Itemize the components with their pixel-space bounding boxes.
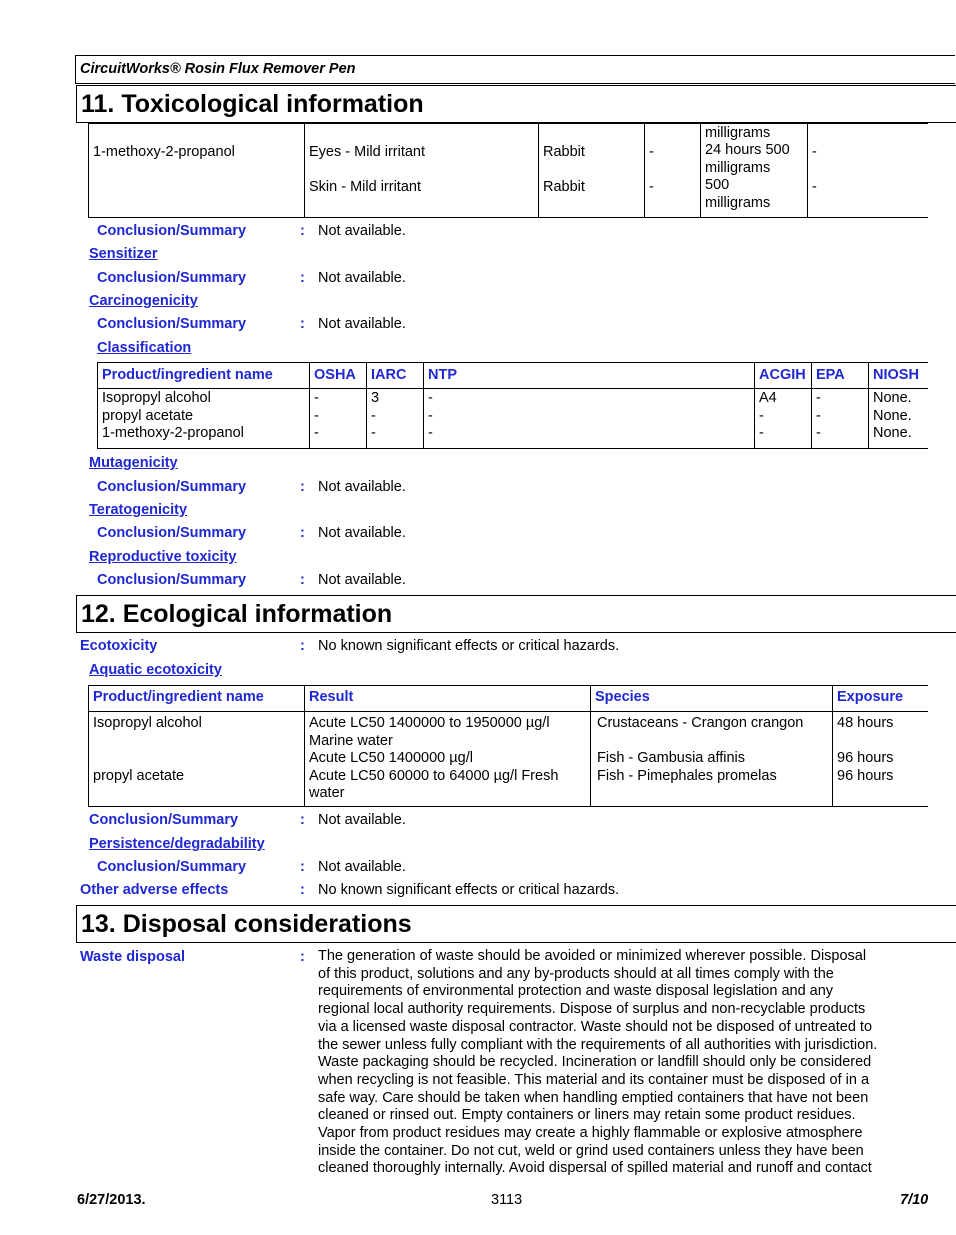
footer-page: 7/10 [900,1192,929,1208]
colon: : [300,949,305,965]
colon: : [300,316,305,332]
mutagenicity-heading: Mutagenicity [89,455,178,471]
ecotoxicity-value: No known significant effects or critical hazards. [318,638,620,654]
class-ntp: - - - [424,389,755,449]
reproductive-toxicity-heading: Reproductive toxicity [89,549,237,565]
persistence-heading: Persistence/degradability [89,836,265,852]
irritation-ingredient: 1-methoxy-2-propanol [89,124,305,218]
aquatic-table [88,685,928,807]
colon: : [300,572,305,588]
ecotoxicity-label: Ecotoxicity [80,638,158,654]
conclusion-value: Not available. [318,812,406,828]
footer-code: 3113 [491,1192,523,1208]
col-header: Species [591,686,833,712]
teratogenicity-heading: Teratogenicity [89,502,188,518]
col-header: EPA [812,363,869,389]
col-header: Product/ingredient name [98,363,310,389]
conclusion-label: Conclusion/Summary [97,572,247,588]
conclusion-value: Not available. [318,479,406,495]
conclusion-label: Conclusion/Summary [97,223,247,239]
carcinogenicity-heading: Carcinogenicity [89,293,198,309]
classification-table [97,362,928,449]
section-13-title: 13. Disposal considerations [76,905,956,943]
col-header: Product/ingredient name [89,686,305,712]
other-adverse-effects-label: Other adverse effects [80,882,229,898]
colon: : [300,525,305,541]
class-acgih: A4 - - [755,389,812,449]
aquatic-ecotoxicity-heading: Aquatic ecotoxicity [89,662,222,678]
col-header: ACGIH [755,363,812,389]
section-12-title: 12. Ecological information [76,595,956,633]
col-header: NIOSH [869,363,929,389]
product-name: CircuitWorks® Rosin Flux Remover Pen [80,61,356,77]
irritation-species: Rabbit Rabbit [539,124,645,218]
aquatic-results: Acute LC50 1400000 to 1950000 µg/l Marine water Acute LC50 1400000 µg/l Acute LC50 60000 to 64000 µg/l Fresh water [305,712,591,807]
colon: : [300,882,305,898]
colon: : [300,223,305,239]
document-header [75,55,955,84]
irritation-results: Eyes - Mild irritant Skin - Mild irritant [305,124,539,218]
class-iarc: 3 - - [367,389,424,449]
irritation-table [88,123,928,218]
conclusion-value: Not available. [318,223,406,239]
col-header: Exposure [833,686,929,712]
irritation-score: - - [645,124,701,218]
col-header: IARC [367,363,424,389]
aquatic-exposure: 48 hours 96 hours 96 hours [833,712,929,807]
colon: : [300,859,305,875]
col-header: NTP [424,363,755,389]
conclusion-label: Conclusion/Summary [97,270,247,286]
aquatic-species: Crustaceans - Crangon crangon Fish - Gambusia affinis Fish - Pimephales promelas [591,712,833,807]
colon: : [300,812,305,828]
class-names: Isopropyl alcohol propyl acetate 1-methoxy-2-propanol [98,389,310,449]
classification-heading: Classification [97,340,192,356]
colon: : [300,638,305,654]
conclusion-value: Not available. [318,572,406,588]
other-adverse-effects-value: No known significant effects or critical hazards. [318,882,620,898]
footer-date: 6/27/2013. [77,1192,146,1208]
colon: : [300,479,305,495]
conclusion-value: Not available. [318,270,406,286]
irritation-observation: - - [808,124,929,218]
sensitizer-heading: Sensitizer [89,246,158,262]
aquatic-names: Isopropyl alcohol propyl acetate [89,712,305,807]
conclusion-label: Conclusion/Summary [97,479,247,495]
conclusion-label: Conclusion/Summary [97,316,247,332]
class-osha: - - - [310,389,367,449]
section-11-title: 11. Toxicological information [76,85,956,123]
conclusion-value: Not available. [318,859,406,875]
conclusion-value: Not available. [318,525,406,541]
conclusion-label: Conclusion/Summary [97,525,247,541]
col-header: Result [305,686,591,712]
irritation-exposure: milligrams 24 hours 500 milligrams 500 milligrams [701,124,808,218]
waste-disposal-label: Waste disposal [80,949,186,965]
class-epa: - - - [812,389,869,449]
col-header: OSHA [310,363,367,389]
colon: : [300,270,305,286]
conclusion-label: Conclusion/Summary [97,859,247,875]
conclusion-label: Conclusion/Summary [89,812,239,828]
conclusion-value: Not available. [318,316,406,332]
waste-disposal-text: The generation of waste should be avoided or minimized wherever possible. Disposal of this product, solutions and any by-products should at all times comply with the requirements of environmental protection and waste disposal legislation and any regional local authority requirements. Dispose of surplus and non-recyclable products via a licensed waste disposal contractor. Waste should not be disposed of untreated to the sewer unless fully compliant with the requirements of all authorities with jurisdiction. Waste packaging should be recycled. Incineration or landfill should only be considered when recycling is not feasible. This material and its container must be disposed of in a safe way. Care should be taken when handling emptied containers that have not been cleaned or rinsed out. Empty containers or liners may retain some product residues. Vapor from product residues may create a highly flammable or explosive atmosphere inside the container. Do not cut, weld or grind used containers unless they have been cleaned thoroughly internally. Avoid dispersal of spilled material and runoff and contact [318,948,878,1177]
class-niosh: None. None. None. [869,389,929,449]
